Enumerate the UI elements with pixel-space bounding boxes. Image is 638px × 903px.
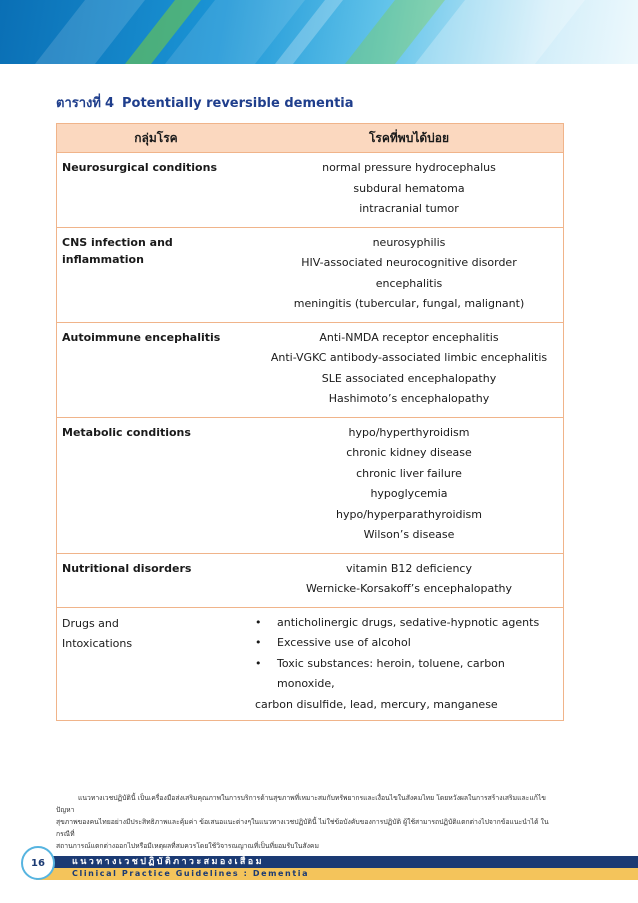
- table-row: [57, 228, 563, 323]
- disease-item: chronic kidney disease: [346, 446, 472, 459]
- table-title-number: 4: [104, 96, 114, 111]
- condition-cell: [57, 323, 255, 417]
- bullet-text: Toxic substances: heroin, toluene, carbon monoxide,: [277, 656, 505, 690]
- condition-cell: [57, 153, 255, 227]
- bullet-icon: •: [255, 615, 262, 629]
- bullet-item: [255, 633, 559, 654]
- disease-item: neurosyphilis: [372, 235, 446, 249]
- disease-item: chronic liver failure: [356, 466, 462, 480]
- condition-label: Intoxications: [62, 636, 133, 650]
- table-title-prefix: ตารางที่: [56, 96, 101, 111]
- disease-item: hypoglycemia: [370, 487, 448, 500]
- disease-item: HIV-associated neurocognitive disorder: [301, 256, 517, 269]
- footnote-line: สถานการณ์แตกต่างออกไปหรือมีเหตุผลที่สมควรโดยใช้วิจารณญาณที่เป็นที่ยอมรับในสังคม: [56, 842, 319, 850]
- condition-cell: [57, 608, 255, 721]
- disease-item: hypo/hyperparathyroidism: [336, 507, 482, 521]
- disease-item: vitamin B12 deficiency: [346, 561, 472, 575]
- condition-label: CNS infection and inflammation: [62, 235, 173, 266]
- disease-cell: [255, 228, 563, 322]
- condition-label: Metabolic conditions: [62, 425, 191, 439]
- disease-cell: [255, 323, 563, 417]
- header-common-diseases: โรคที่พบได้บ่อย: [368, 130, 450, 145]
- table-row: [57, 554, 563, 608]
- disease-item: encephalitis: [375, 276, 443, 290]
- condition-label: Drugs and: [62, 616, 119, 630]
- disease-item: Hashimoto’s encephalopathy: [328, 392, 490, 405]
- footer-title-thai: แนวทางเวชปฏิบัติภาวะสมองเสื่อม: [72, 857, 264, 867]
- disease-item: hypo/hyperthyroidism: [348, 425, 470, 439]
- disease-item: SLE associated encephalopathy: [321, 371, 497, 385]
- disease-item: normal pressure hydrocephalus: [322, 161, 496, 174]
- disease-item: meningitis (tubercular, fungal, malignant): [293, 297, 525, 310]
- bullet-text: Excessive use of alcohol: [277, 636, 411, 649]
- bullet-item: [255, 613, 559, 634]
- disease-item: subdural hematoma: [353, 181, 465, 195]
- footer-title-english: Clinical Practice Guidelines : Dementia: [72, 869, 310, 878]
- disease-item: Wilson’s disease: [363, 528, 455, 541]
- table-row: [57, 418, 563, 554]
- disease-item: Anti-NMDA receptor encephalitis: [319, 330, 499, 344]
- table-row: [57, 153, 563, 228]
- table-row: [57, 608, 563, 721]
- header-banner: [0, 0, 638, 64]
- disease-item: Wernicke-Korsakoff’s encephalopathy: [305, 582, 513, 595]
- condition-label: Nutritional disorders: [62, 561, 192, 575]
- condition-cell: [57, 418, 255, 553]
- disease-cell: [255, 608, 563, 721]
- condition-cell: [57, 228, 255, 322]
- disease-item: intracranial tumor: [359, 202, 459, 215]
- table-header: [57, 124, 563, 153]
- condition-cell: [57, 554, 255, 607]
- bullet-item: [255, 654, 559, 695]
- header-condition-group: กลุ่มโรค: [134, 130, 178, 145]
- disease-cell: [255, 554, 563, 607]
- dementia-table: [56, 123, 564, 721]
- bullet-icon: •: [255, 636, 262, 649]
- footnote-line: สุขภาพของคนไทยอย่างมีประสิทธิภาพและคุ้มค่า ข้อเสนอแนะต่างๆในแนวทางเวชปฏิบัตินี้ ไม่ใช่ข้อบังคับของการปฏิบัติ ผู้ใช้สามารถปฏิบัติแตกต่างไปจากข้อแนะนำได้ ในกรณีที่: [56, 818, 549, 838]
- disease-cell: [255, 153, 563, 227]
- condition-label: Autoimmune encephalitis: [62, 330, 221, 344]
- condition-label: Neurosurgical conditions: [62, 161, 217, 174]
- table-row: [57, 323, 563, 418]
- bullet-icon: •: [255, 656, 262, 670]
- bullet-continuation: carbon disulfide, lead, mercury, manganese: [255, 697, 498, 711]
- table-title-text: Potentially reversible dementia: [122, 96, 354, 111]
- disease-item: Anti-VGKC antibody-associated limbic encephalitis: [270, 351, 548, 364]
- page-footer: [0, 842, 638, 882]
- footnote-line: แนวทางเวชปฏิบัตินี้ เป็นเครื่องมือส่งเสริมคุณภาพในการบริการด้านสุขภาพที่เหมาะสมกับทรัพยากรและเงื่อนไขในสังคมไทย โดยหวังผลในการสร้างเสริมและแก้ไขปัญหา: [56, 794, 546, 814]
- disease-cell: [255, 418, 563, 553]
- page-number: 16: [21, 846, 55, 880]
- table-title: [56, 92, 354, 113]
- bullet-text: anticholinergic drugs, sedative-hypnotic agents: [277, 615, 540, 629]
